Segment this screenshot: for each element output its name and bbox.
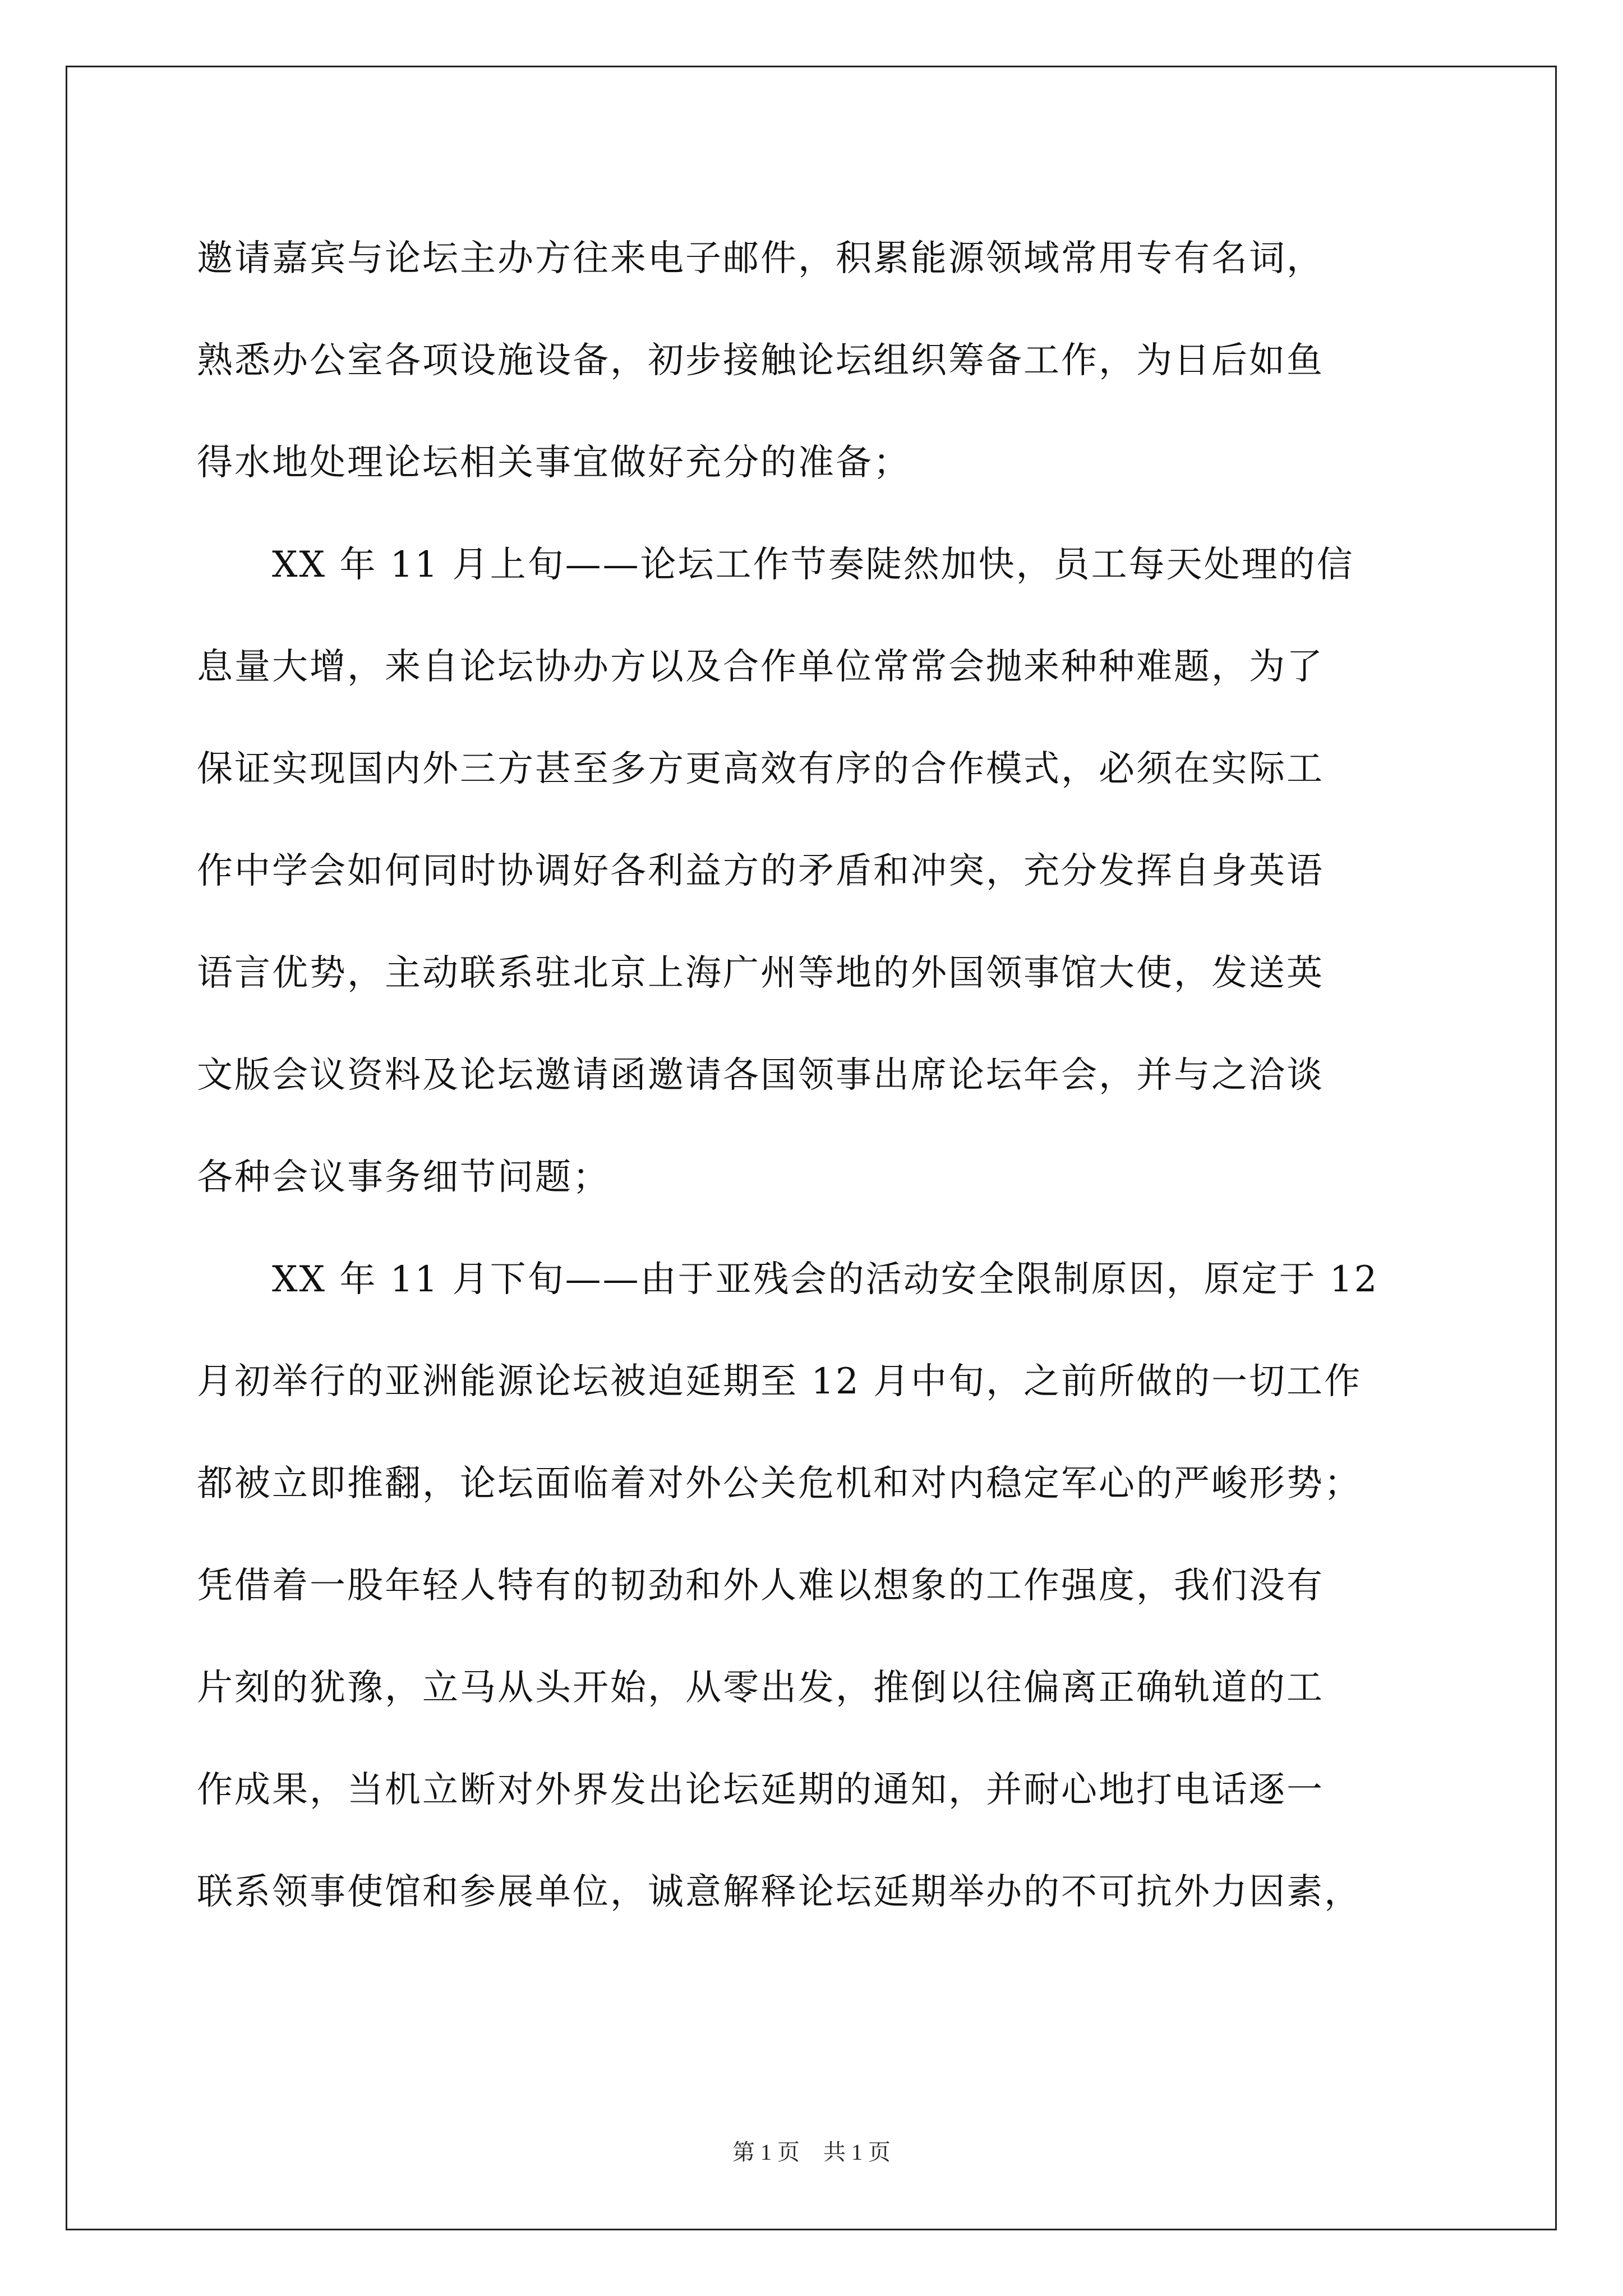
text-line: XX 年 11 月上旬——论坛工作节奏陡然加快，员工每天处理的信	[197, 544, 1354, 586]
text-line: 月初举行的亚洲能源论坛被迫延期至 12 月中旬，之前所做的一切工作	[197, 1361, 1362, 1402]
text-line: 都被立即推翻，论坛面临着对外公关危机和对内稳定军心的严峻形势；	[197, 1463, 1362, 1504]
text-line: 得水地处理论坛相关事宜做好充分的准备；	[197, 442, 911, 484]
page-footer	[0, 2134, 1623, 2166]
text-line: 联系领事使馆和参展单位，诚意解释论坛延期举办的不可抗外力因素，	[197, 1871, 1362, 1913]
text-line: 邀请嘉宾与论坛主办方往来电子邮件，积累能源领域常用专有名词，	[197, 238, 1324, 279]
text-line: 保证实现国内外三方甚至多方更高效有序的合作模式，必须在实际工	[197, 748, 1324, 790]
text-line: 片刻的犹豫，立马从头开始，从零出发，推倒以往偏离正确轨道的工	[197, 1667, 1324, 1709]
document-body	[197, 208, 1425, 1943]
text-line: 凭借着一股年轻人特有的韧劲和外人难以想象的工作强度，我们没有	[197, 1565, 1324, 1607]
text-line: 各种会议事务细节问题；	[197, 1157, 610, 1198]
text-line: 作中学会如何同时协调好各利益方的矛盾和冲突，充分发挥自身英语	[197, 850, 1324, 892]
text-line: 熟悉办公室各项设施设备，初步接触论坛组织筹备工作，为日后如鱼	[197, 340, 1324, 381]
text-line: 文版会议资料及论坛邀请函邀请各国领事出席论坛年会，并与之洽谈	[197, 1055, 1324, 1096]
text-line: 息量大增，来自论坛协办方以及合作单位常常会抛来种种难题，为了	[197, 646, 1324, 688]
page-number-total: 共 1 页	[823, 2139, 891, 2165]
text-line: XX 年 11 月下旬——由于亚残会的活动安全限制原因，原定于 12	[197, 1259, 1379, 1300]
text-line: 作成果，当机立断对外界发出论坛延期的通知，并耐心地打电话逐一	[197, 1769, 1324, 1811]
text-line: 语言优势，主动联系驻北京上海广州等地的外国领事馆大使，发送英	[197, 953, 1324, 994]
page-number-current: 第 1 页	[732, 2139, 800, 2165]
